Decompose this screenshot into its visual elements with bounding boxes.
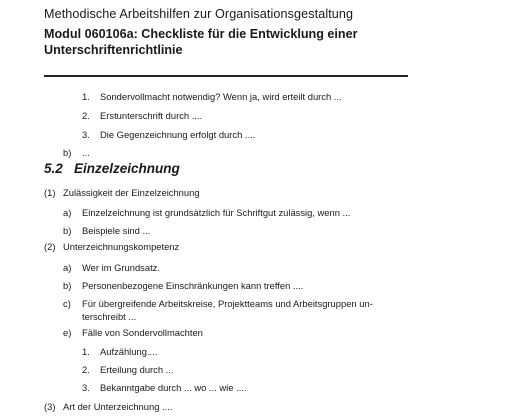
list-item-text: Sondervollmacht notwendig? Wenn ja, wird erteilt durch ... xyxy=(100,91,342,102)
section-title: Einzelzeichnung xyxy=(74,161,180,176)
item-letter: b) xyxy=(63,225,72,236)
list-item-text: ... xyxy=(82,147,90,158)
list-item-text: Erstunterschrift durch .... xyxy=(100,110,203,121)
item-text: Wer im Grundsatz. xyxy=(82,262,160,273)
sublist-number: 1. xyxy=(82,346,90,357)
item-number: (1) xyxy=(44,187,56,198)
module-title-line-1: Modul 060106a: Checkliste für die Entwicklung einer xyxy=(44,27,358,41)
sublist-number: 3. xyxy=(82,382,90,393)
series-title: Methodische Arbeitshilfen zur Organisationsgestaltung xyxy=(44,7,354,21)
item-letter: a) xyxy=(63,207,72,218)
item-letter: e) xyxy=(63,327,72,338)
document-header xyxy=(44,6,408,58)
list-item-letter: b) xyxy=(63,147,72,158)
item-text: Unterzeichnungskompetenz xyxy=(63,241,180,252)
sublist-number: 2. xyxy=(82,364,90,375)
item-letter: c) xyxy=(63,298,71,309)
item-text: Für übergreifende Arbeitskreise, Projektteams und Arbeitsgruppen un- xyxy=(82,298,373,309)
module-title xyxy=(44,26,408,58)
item-letter: a) xyxy=(63,262,72,273)
item-text: Beispiele sind ... xyxy=(82,225,151,236)
list-item-number: 3. xyxy=(82,129,90,140)
item-text: Zulässigkeit der Einzelzeichnung xyxy=(63,187,200,198)
item-letter: b) xyxy=(63,280,72,291)
item-text: Einzelzeichnung ist grundsätzlich für Schriftgut zulässig, wenn ... xyxy=(82,207,351,218)
module-title-line-2: Unterschriftenrichtlinie xyxy=(44,43,183,57)
header-rule xyxy=(44,75,408,77)
item-text-continued: terschreibt ... xyxy=(82,311,137,322)
item-number: (3) xyxy=(44,401,56,412)
item-number: (2) xyxy=(44,241,56,252)
sublist-text: Erteilung durch ... xyxy=(100,364,174,375)
list-item-text: Die Gegenzeichnung erfolgt durch .... xyxy=(100,129,256,140)
list-item-number: 2. xyxy=(82,110,90,121)
item-text: Fälle von Sondervollmachten xyxy=(82,327,203,338)
section-heading xyxy=(44,160,180,178)
sublist-text: Bekanntgabe durch ... wo ... wie .... xyxy=(100,382,247,393)
sublist-text: Aufzählung.... xyxy=(100,346,158,357)
list-item-number: 1. xyxy=(82,91,90,102)
item-text: Art der Unterzeichnung .... xyxy=(63,401,173,412)
section-number: 5.2 xyxy=(44,161,63,176)
item-text: Personenbezogene Einschränkungen kann treffen .... xyxy=(82,280,304,291)
